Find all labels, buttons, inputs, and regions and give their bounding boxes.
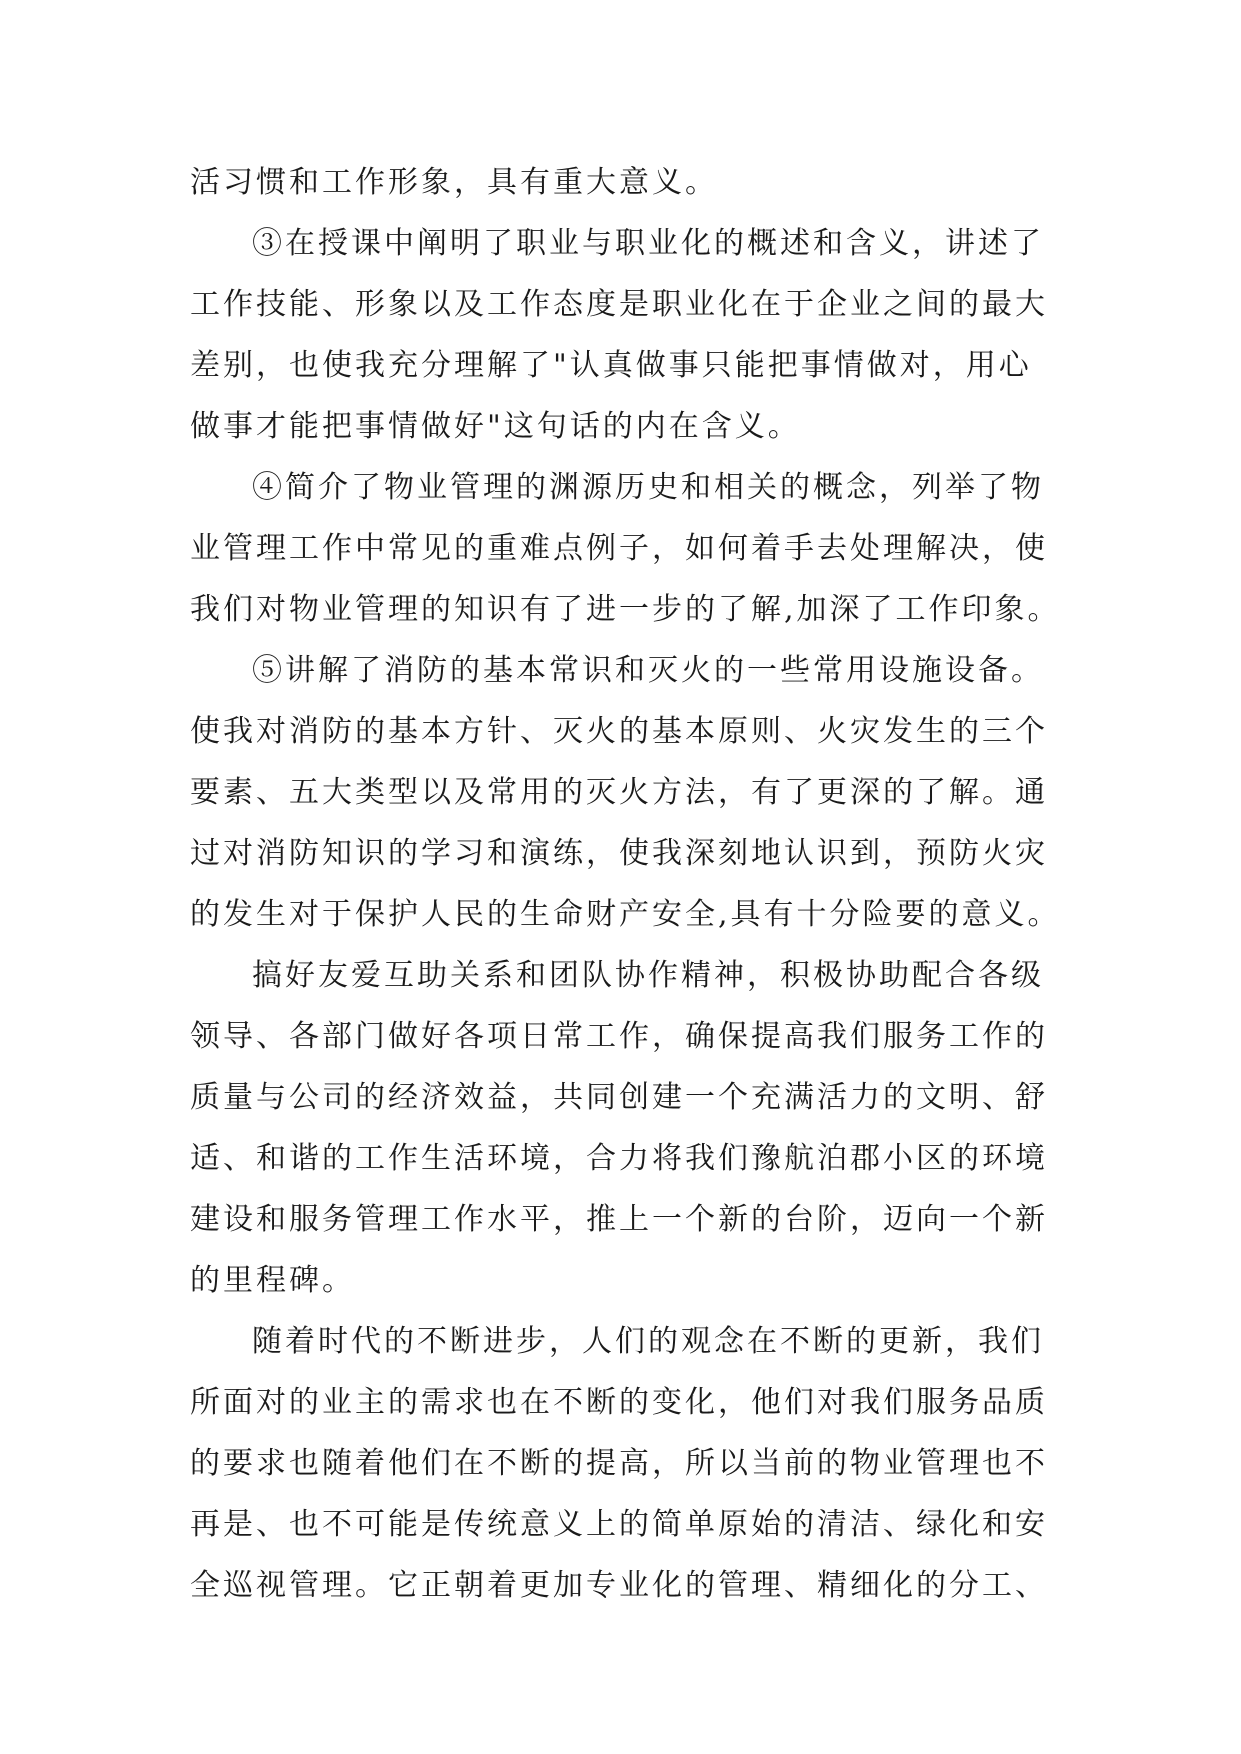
text-line: ⑤讲解了消防的基本常识和灭火的一些常用设施设备。 bbox=[252, 653, 1044, 688]
text-line: 做事才能把事情做好"这句话的内在含义。 bbox=[190, 409, 801, 444]
text-line: 工作技能、形象以及工作态度是职业化在于企业之间的最大 bbox=[190, 287, 1048, 322]
text-line: 搞好友爱互助关系和团队协作精神，积极协助配合各级 bbox=[252, 958, 1044, 993]
text-line: 活习惯和工作形象，具有重大意义。 bbox=[190, 165, 718, 200]
text-line: 质量与公司的经济效益，共同创建一个充满活力的文明、舒 bbox=[190, 1080, 1048, 1115]
text-line: ③在授课中阐明了职业与职业化的概述和含义，讲述了 bbox=[252, 226, 1044, 261]
text-line: 的要求也随着他们在不断的提高，所以当前的物业管理也不 bbox=[190, 1446, 1048, 1481]
text-line: 业管理工作中常见的重难点例子，如何着手去处理解决，使 bbox=[190, 531, 1048, 566]
text-line: 随着时代的不断进步，人们的观念在不断的更新，我们 bbox=[252, 1324, 1044, 1359]
text-line: 过对消防知识的学习和演练，使我深刻地认识到，预防火灾 bbox=[190, 836, 1048, 871]
text-line: 的里程碑。 bbox=[190, 1263, 355, 1298]
text-line: 我们对物业管理的知识有了进一步的了解,加深了工作印象。 bbox=[190, 592, 1061, 627]
text-line: 要素、五大类型以及常用的灭火方法，有了更深的了解。通 bbox=[190, 775, 1048, 810]
text-line: 的发生对于保护人民的生命财产安全,具有十分险要的意义。 bbox=[190, 897, 1061, 932]
text-line: 建设和服务管理工作水平，推上一个新的台阶，迈向一个新 bbox=[190, 1202, 1048, 1237]
text-line: 差别，也使我充分理解了"认真做事只能把事情做对，用心 bbox=[190, 348, 1032, 383]
text-line: 使我对消防的基本方针、灭火的基本原则、火灾发生的三个 bbox=[190, 714, 1048, 749]
text-line: 所面对的业主的需求也在不断的变化，他们对我们服务品质 bbox=[190, 1385, 1048, 1420]
text-line: 适、和谐的工作生活环境，合力将我们豫航泊郡小区的环境 bbox=[190, 1141, 1048, 1176]
text-line: ④简介了物业管理的渊源历史和相关的概念，列举了物 bbox=[252, 470, 1044, 505]
text-line: 领导、各部门做好各项日常工作，确保提高我们服务工作的 bbox=[190, 1019, 1048, 1054]
text-line: 全巡视管理。它正朝着更加专业化的管理、精细化的分工、 bbox=[190, 1568, 1048, 1603]
body-text bbox=[190, 152, 1070, 1616]
text-line: 再是、也不可能是传统意义上的简单原始的清洁、绿化和安 bbox=[190, 1507, 1048, 1542]
